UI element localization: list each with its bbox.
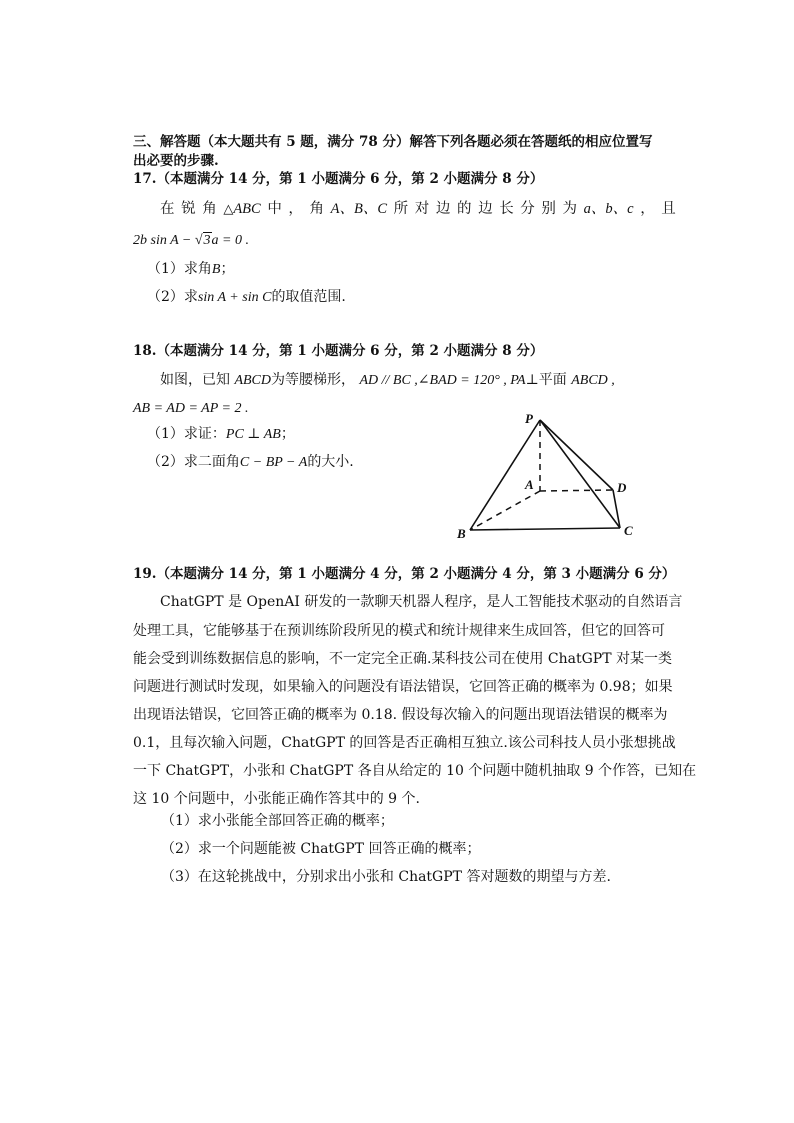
q17-eq-right: a = 0 . [211, 233, 249, 248]
q19-para-line-5: 出现语法错误，它回答正确的概率为 0.18. 假设每次输入的问题出现语法错误的概率为 [133, 707, 668, 723]
edge-AD-hidden [540, 490, 613, 491]
q18-stem-plane: ABCD , [571, 373, 615, 388]
q19-para-line-8: 这 10 个问题中，小张能正确作答其中的 9 个. [133, 791, 420, 807]
q17-sub2-expr: sin A + sin C [197, 290, 272, 305]
q17-sub1-var: B [211, 262, 221, 277]
q19-para-line-1: ChatGPT 是 OpenAI 研发的一款聊天机器人程序，是人工智能技术驱动的自然语言 [160, 594, 683, 610]
triangle-symbol: △ [223, 202, 234, 217]
q17-stem-prefix: 在 锐 角 [160, 201, 217, 217]
edge-AB-hidden [470, 491, 540, 530]
section-header-line1: 三、解答题（本大题共有 5 题，满分 78 分）解答下列各题必须在答题纸的相应位置写 [133, 134, 653, 150]
q18-stem-parallel: AD // BC ,∠BAD = 120° , PA⊥ [359, 373, 539, 388]
q19-para-line-2: 处理工具，它能够基于在预训练阶段所见的模式和统计规律来生成回答，但它的回答可 [133, 623, 665, 639]
q18-sub1-expr: PC ⊥ AB [225, 427, 281, 442]
label-P: P [525, 411, 533, 426]
label-A: A [525, 477, 534, 492]
q17-vertices: A、B、C [330, 201, 388, 217]
edge-BC [470, 528, 620, 530]
q18-subquestion-2 [147, 452, 354, 473]
q17-eq-radicand: 3 [203, 233, 211, 248]
q17-subquestion-1 [147, 259, 234, 280]
q18-sub2-expr: C − BP − A [239, 455, 308, 470]
q17-sub2-end: 的取值范围. [271, 289, 346, 305]
q18-sub2-label: （2）求二面角 [147, 454, 240, 470]
q19-subquestion-2: （2）求一个问题能被 ChatGPT 回答正确的概率； [161, 841, 481, 857]
label-D: D [617, 480, 627, 495]
q18-stem [160, 370, 615, 391]
q17-stem-mid2: 所 对 边 的 边 长 分 别 为 [393, 201, 578, 217]
q17-stem-mid: 中 ， 角 [267, 201, 325, 217]
q18-heading: 18.（本题满分 14 分，第 1 小题满分 6 分，第 2 小题满分 8 分） [133, 343, 544, 359]
q18-stem-abcd: ABCD [234, 373, 272, 388]
q17-sub2-label: （2）求 [147, 289, 198, 305]
q17-heading: 17.（本题满分 14 分，第 1 小题满分 6 分，第 2 小题满分 8 分） [133, 171, 544, 187]
q17-sub1-end: ； [220, 261, 235, 277]
q18-sub1-end: ； [280, 426, 295, 442]
q19-subquestion-1: （1）求小张能全部回答正确的概率； [161, 813, 394, 829]
q17-triangle-name: ABC [233, 201, 261, 217]
q19-heading: 19.（本题满分 14 分，第 1 小题满分 4 分，第 2 小题满分 4 分，第 3 小题满分 6 分） [133, 566, 676, 582]
q17-stem [160, 199, 676, 220]
q17-eq-left: 2b sin A − [133, 233, 195, 248]
q18-stem-b: 为等腰梯形， [271, 372, 356, 388]
label-C: C [624, 523, 633, 538]
edge-PC [540, 420, 620, 528]
q18-subquestion-1 [147, 424, 295, 445]
label-B: B [457, 526, 466, 541]
sqrt-symbol: √3 [194, 233, 211, 248]
section-header-line2: 出必要的步骤. [133, 153, 219, 169]
q19-subquestion-3: （3）在这轮挑战中，分别求出小张和 ChatGPT 答对题数的期望与方差. [161, 869, 611, 885]
q19-para-line-6: 0.1，且每次输入问题，ChatGPT 的回答是否正确相互独立.该公司科技人员小张想挑战 [133, 735, 676, 751]
q17-sub1-label: （1）求角 [147, 261, 212, 277]
q17-stem-end: ， 且 [640, 201, 676, 217]
q17-subquestion-2 [147, 287, 346, 308]
pyramid-figure [455, 410, 645, 545]
q17-sides: a、b、c [583, 201, 634, 217]
q17-condition-equation [133, 231, 249, 251]
q19-para-line-4: 问题进行测试时发现，如果输入的问题没有语法错误，它回答正确的概率为 0.98；如果 [133, 679, 673, 695]
q18-sub2-end: 的大小. [307, 454, 354, 470]
edge-PB [470, 420, 540, 530]
edge-PD [540, 420, 613, 490]
q18-stem-a: 如图，已知 [160, 372, 230, 388]
q18-stem-c: 平面 [538, 372, 567, 388]
q19-para-line-3: 能会受到训练数据信息的影响，不一定完全正确.某科技公司在使用 ChatGPT 对某一类 [133, 651, 672, 667]
q19-para-line-7: 一下 ChatGPT，小张和 ChatGPT 各自从给定的 10 个问题中随机抽取 9 个作答，已知在 [133, 763, 697, 779]
q18-condition-equation: AB = AD = AP = 2 . [133, 401, 249, 416]
q18-sub1-label: （1）求证： [147, 426, 226, 442]
